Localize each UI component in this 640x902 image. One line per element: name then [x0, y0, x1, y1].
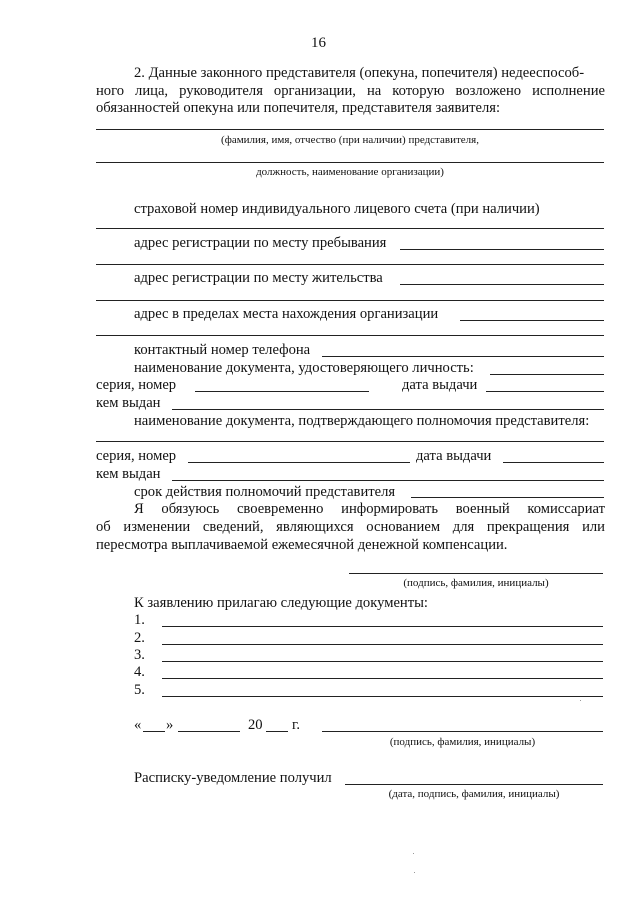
id-issue-date-label: дата выдачи	[402, 377, 478, 393]
page-number: 16	[311, 35, 326, 51]
id-issued-by-line	[172, 409, 604, 410]
snils-label: страховой номер индивидуального лицевого счета (при наличии)	[134, 201, 540, 217]
scan-speck	[413, 853, 414, 854]
position-line	[96, 162, 604, 163]
authority-term-label: срок действия полномочий представителя	[134, 484, 396, 500]
date-close-quote: »	[166, 717, 174, 733]
id-series-label: серия, номер	[96, 377, 177, 393]
obligation-line-1-text: Я обязуюсь своевременно информировать военный комиссариат	[134, 501, 605, 517]
receipt-line	[345, 784, 603, 785]
attachment-number-5: 5.	[134, 682, 145, 698]
authority-issued-by-line	[172, 480, 604, 481]
position-caption: должность, наименование организации)	[256, 166, 444, 178]
attachment-line-2	[162, 644, 603, 645]
attachments-heading: К заявлению прилагаю следующие документы:	[134, 595, 428, 611]
signature-caption: (подпись, фамилия, инициалы)	[403, 577, 549, 589]
date-year-suffix: г.	[292, 717, 300, 733]
date-day-line	[143, 731, 165, 732]
addr-org-continuation-line	[96, 335, 604, 336]
obligation-line-3: пересмотра выплачиваемой ежемесячной денежной компенсации.	[96, 537, 508, 553]
id-issued-by-label: кем выдан	[96, 395, 161, 411]
addr-org-line	[460, 320, 604, 321]
attachment-line-1	[162, 626, 603, 627]
representative-name-line	[96, 129, 604, 130]
attachment-line-3	[162, 661, 603, 662]
scan-speck	[414, 872, 415, 873]
date-month-line	[178, 731, 240, 732]
obligation-line-1	[134, 502, 605, 517]
section-heading-line-1: 2. Данные законного представителя (опекуна, попечителя) недееспособ-	[134, 65, 585, 81]
id-doc-label: наименование документа, удостоверяющего личность:	[134, 360, 474, 376]
authority-series-label: серия, номер	[96, 448, 177, 464]
date-open-quote: «	[134, 717, 142, 733]
addr-stay-continuation-line	[96, 264, 604, 265]
authority-term-line	[411, 497, 604, 498]
addr-residence-line	[400, 284, 604, 285]
addr-residence-continuation-line	[96, 300, 604, 301]
attachment-number-1: 1.	[134, 612, 145, 628]
authority-doc-line	[96, 441, 604, 442]
addr-residence-label: адрес регистрации по месту жительства	[134, 270, 383, 286]
scan-speck	[580, 700, 581, 701]
authority-series-line	[188, 462, 410, 463]
attachment-number-3: 3.	[134, 647, 145, 663]
addr-org-label: адрес в пределах места нахождения организации	[134, 306, 439, 322]
id-doc-line	[490, 374, 604, 375]
date-year-line	[266, 731, 288, 732]
fio-caption: (фамилия, имя, отчество (при наличии) представителя,	[221, 134, 479, 146]
receipt-label: Расписку-уведомление получил	[134, 770, 332, 786]
date-year-prefix: 20	[248, 717, 263, 733]
attachment-line-4	[162, 678, 603, 679]
authority-issue-date-line	[503, 462, 604, 463]
phone-line	[322, 356, 604, 357]
phone-label: контактный номер телефона	[134, 342, 311, 358]
signature-line	[349, 573, 603, 574]
receipt-caption: (дата, подпись, фамилия, инициалы)	[388, 788, 560, 800]
snils-line	[96, 228, 604, 229]
attachment-number-2: 2.	[134, 630, 145, 646]
authority-issue-date-label: дата выдачи	[416, 448, 492, 464]
addr-stay-line	[400, 249, 604, 250]
date-signature-line	[322, 731, 603, 732]
addr-stay-label: адрес регистрации по месту пребывания	[134, 235, 387, 251]
attachment-line-5	[162, 696, 603, 697]
id-series-line	[195, 391, 369, 392]
section-heading-line-3: обязанностей опекуна или попечителя, представителя заявителя:	[96, 100, 501, 116]
authority-issued-by-label: кем выдан	[96, 466, 161, 482]
date-signature-caption: (подпись, фамилия, инициалы)	[389, 736, 536, 748]
attachment-number-4: 4.	[134, 664, 145, 680]
section-heading-line-2: ного лица, руководителя организации, на которую возложено исполнение	[96, 83, 605, 99]
obligation-line-2: об изменении сведений, являющихся основанием для прекращения или	[96, 519, 605, 535]
authority-doc-label: наименование документа, подтверждающего полномочия представителя:	[134, 413, 590, 429]
id-issue-date-line	[486, 391, 604, 392]
